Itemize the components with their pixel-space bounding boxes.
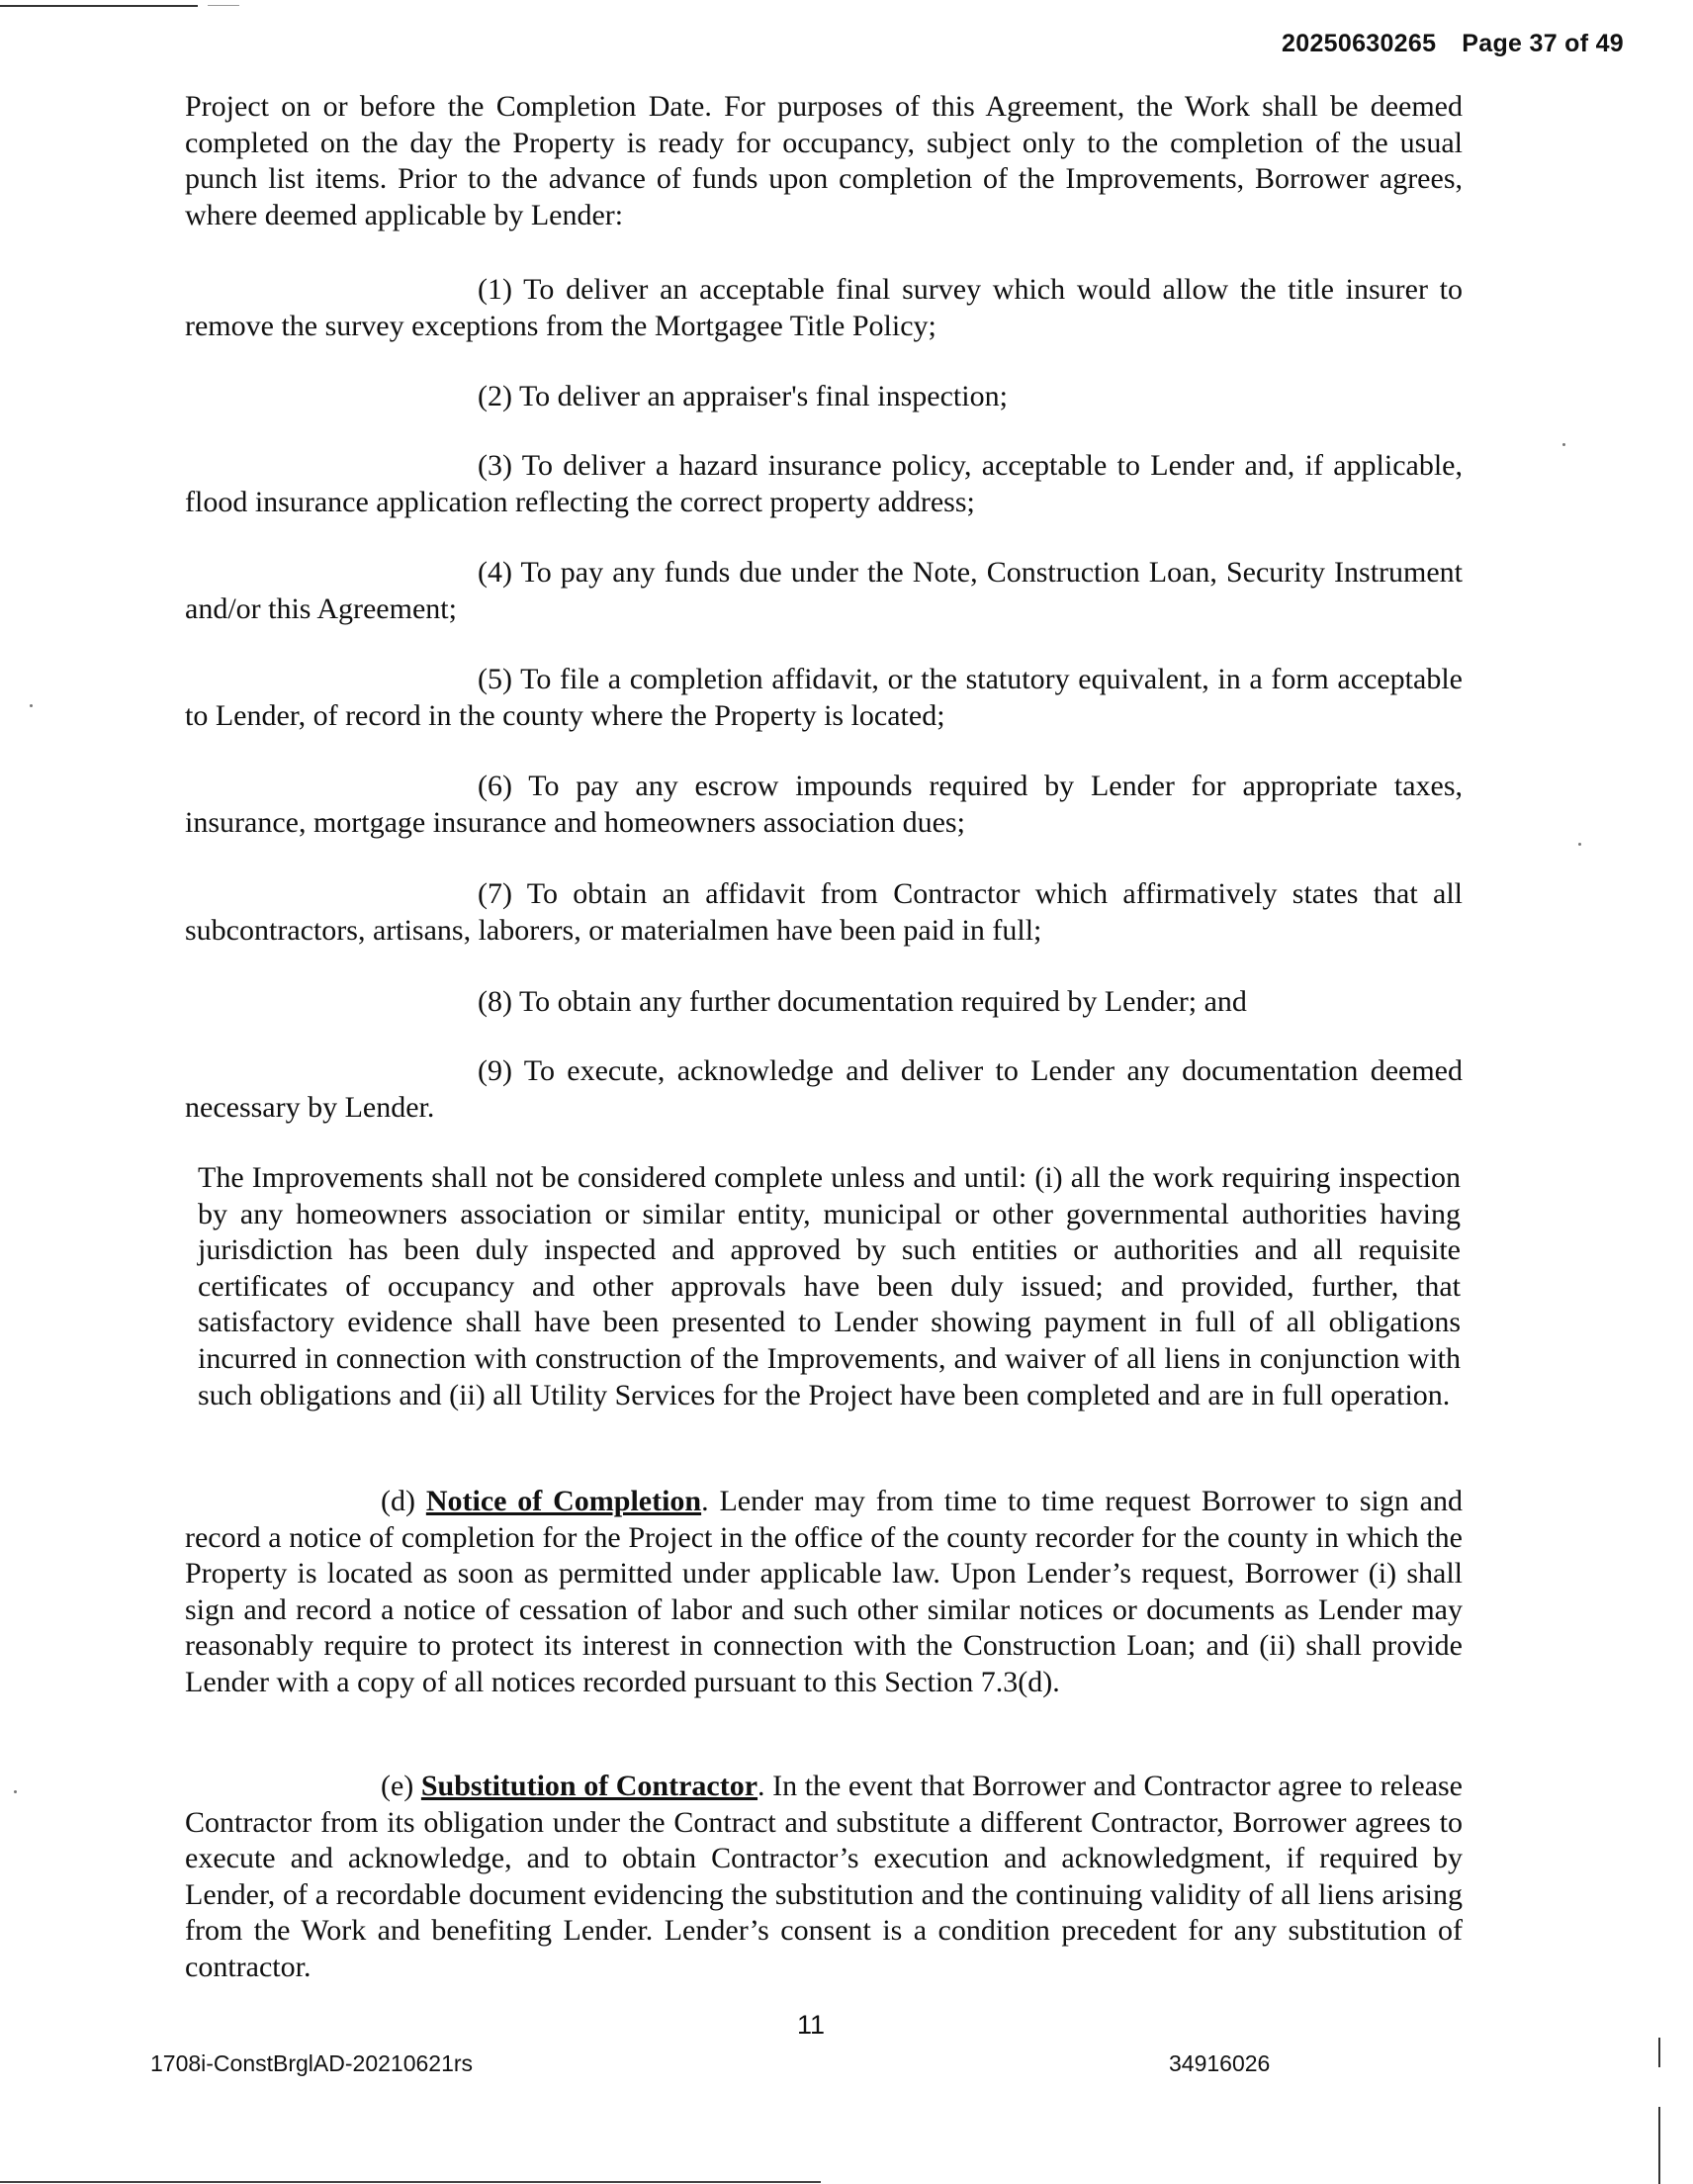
- scan-speck: [1562, 443, 1565, 446]
- intro-paragraph: Project on or before the Completion Date. For purposes of this Agreement, the Work shall be deemed completed on the day the Property is ready for occupancy, subject only to the completion of the usual punch list items. Prior to the advance of funds upon completion of the Improvements, Borrower agrees, where deemed applicable by Lender:: [185, 90, 1463, 231]
- page-label: Page 37 of 49: [1462, 30, 1624, 57]
- scan-edge-line: [0, 2181, 821, 2183]
- list-item: (3) To deliver a hazard insurance policy, acceptable to Lender and, if applicable, flood insurance application reflecting the correct property address;: [185, 449, 1463, 518]
- form-id: 1708i-ConstBrglAD-20210621rs: [150, 2050, 474, 2076]
- list-item: (4) To pay any funds due under the Note, Construction Loan, Security Instrument and/or this Agreement;: [185, 556, 1463, 625]
- scan-speck: [14, 1790, 17, 1793]
- list-item: (1) To deliver an acceptable final survey which would allow the title insurer to remove the survey exceptions from the Mortgagee Title Policy;: [185, 273, 1463, 342]
- page-number: 11: [796, 2010, 826, 2040]
- scan-edge-line: [208, 5, 239, 6]
- section-d-heading: Notice of Completion: [425, 1485, 702, 1517]
- section-e-text: . In the event that Borrower and Contractor agree to release Contractor from its obligation under the Contract and substitute a different Contractor, Borrower agrees to execute and acknowledge, and to obtain Contractor’s execution and acknowledgment, if required by Lender, of a recordable document evidencing the substitution and the continuing validity of all liens arising from the Work and benefiting Lender. Lender’s consent is a condition precedent for any substitution of contractor.: [185, 1770, 1463, 1983]
- list-item: (9) To execute, acknowledge and deliver to Lender any documentation deemed necessary by Lender.: [185, 1054, 1463, 1124]
- list-item: (2) To deliver an appraiser's final inspection;: [478, 380, 1008, 412]
- section-d-label: (d): [381, 1485, 415, 1517]
- list-item: (6) To pay any escrow impounds required by Lender for appropriate taxes, insurance, mortgage insurance and homeowners association dues;: [185, 770, 1463, 839]
- recording-number: 20250630265: [1282, 30, 1437, 57]
- section-e-paragraph: [185, 1769, 1463, 1985]
- recording-stamp: [1282, 30, 1624, 58]
- section-e-label: (e): [381, 1770, 414, 1802]
- list-item: (8) To obtain any further documentation required by Lender; and: [478, 985, 1247, 1018]
- scan-edge-line: [0, 5, 198, 7]
- list-item: (5) To file a completion affidavit, or the statutory equivalent, in a form acceptable to Lender, of record in the county where the Property is located;: [185, 663, 1463, 732]
- section-e-heading: Substitution of Contractor: [420, 1770, 758, 1802]
- scan-speck: [30, 704, 33, 707]
- completion-paragraph: The Improvements shall not be considered complete unless and until: (i) all the work requiring inspection by any homeowners association or similar entity, municipal or other governmental authorities having jurisdiction has been duly inspected and approved by such entities or authorities and all requisite certificates of occupancy and other approvals have been duly issued; and provided, further, that satisfactory evidence shall have been presented to Lender showing payment in full of all obligations incurred in connection with construction of the Improvements, and waiver of all liens in conjunction with such obligations and (ii) all Utility Services for the Project have been completed and are in full operation.: [198, 1161, 1461, 1411]
- list-item: (7) To obtain an affidavit from Contractor which affirmatively states that all subcontractors, artisans, laborers, or materialmen have been paid in full;: [185, 877, 1463, 947]
- scan-edge-mark: [1658, 2038, 1660, 2067]
- scan-edge-mark: [1658, 2107, 1660, 2184]
- section-d-text: . Lender may from time to time request Borrower to sign and record a notice of completion for the Project in the office of the county recorder for the county in which the Property is located as soon as permitted under applicable law. Upon Lender’s request, Borrower (i) shall sign and record a notice of cessation of labor and such other similar notices or documents as Lender may reasonably require to protect its interest in connection with the Construction Loan; and (ii) shall provide Lender with a copy of all notices recorded pursuant to this Section 7.3(d).: [185, 1485, 1463, 1698]
- scan-speck: [1578, 843, 1581, 846]
- section-d-paragraph: [185, 1484, 1463, 1700]
- document-number: 34916026: [1169, 2050, 1271, 2076]
